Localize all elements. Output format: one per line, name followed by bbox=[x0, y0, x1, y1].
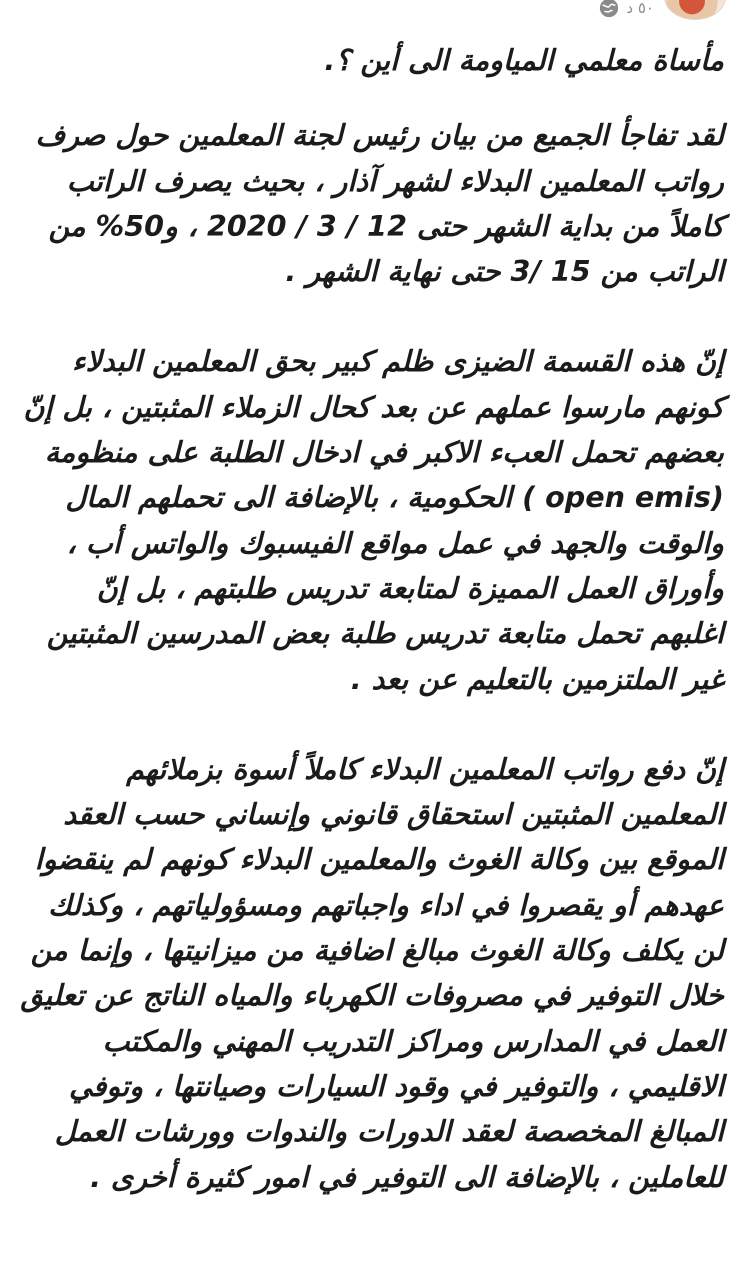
post-paragraph: لقد تفاجأ الجميع من بيان رئيس لجنة المعلمين حول صرف رواتب المعلمين البدلاء لشهر آذار ، بحيث يصرف الراتب كاملاً من بداية الشهر حتى 12 / 3 / 2020 ، و50% من الراتب من 15 /3 حتى نهاية الشهر . bbox=[35, 118, 724, 289]
post-meta[interactable] bbox=[598, 0, 654, 19]
post-time: ٥٠ د bbox=[626, 0, 654, 17]
post-paragraph: إنّ دفع رواتب المعلمين البدلاء كاملاً أسوة بزملائهم المعلمين المثبتين استحقاق قانوني وإنساني حسب العقد الموقع بين وكالة الغوث والمعلمين البدلاء كونهم لم ينقضوا عهدهم أو يقصروا في اداء واجباتهم ومسؤولياتهم ، وكذلك لن يكلف وكالة الغوث مبالغ اضافية من ميزانيتها ، وإنما من خلال التوفير في مصروفات الكهرباء والمياه الناتج عن تعليق العمل في المدارس ومراكز التدريب المهني والمكتب الاقليمي ، والتوفير في وقود السيارات وصيانتها ، وتوفي المبالغ المخصصة لعقد الدورات والندوات وورشات العمل للعاملين ، بالإضافة الى التوفير في امور كثيرة أخرى . bbox=[20, 751, 724, 1194]
post-header bbox=[0, 0, 744, 28]
author-avatar[interactable] bbox=[664, 0, 726, 20]
post-title: مأساة معلمي المياومة الى أين ؟. bbox=[324, 43, 724, 77]
post-paragraph: إنّ هذه القسمة الضيزى ظلم كبير بحق المعلمين البدلاء كونهم مارسوا عملهم عن بعد كحال الزملاء المثبتين ، بل إنّ بعضهم تحمل العبء الاكبر في ادخال الطلبة على منظومة (open emis ) الحكومية ، بالإضافة الى تحملهم المال والوقت والجهد في عمل مواقع الفيسبوك والواتس أب ، وأوراق العمل المميزة لمتابعة تدريس طلبتهم ، بل إنّ اغلبهم تحمل متابعة تدريس طلبة بعض المدرسين المثبتين غير الملتزمين بالتعليم عن بعد . bbox=[23, 344, 724, 696]
globe-icon bbox=[598, 0, 620, 19]
post-body bbox=[20, 38, 724, 1200]
